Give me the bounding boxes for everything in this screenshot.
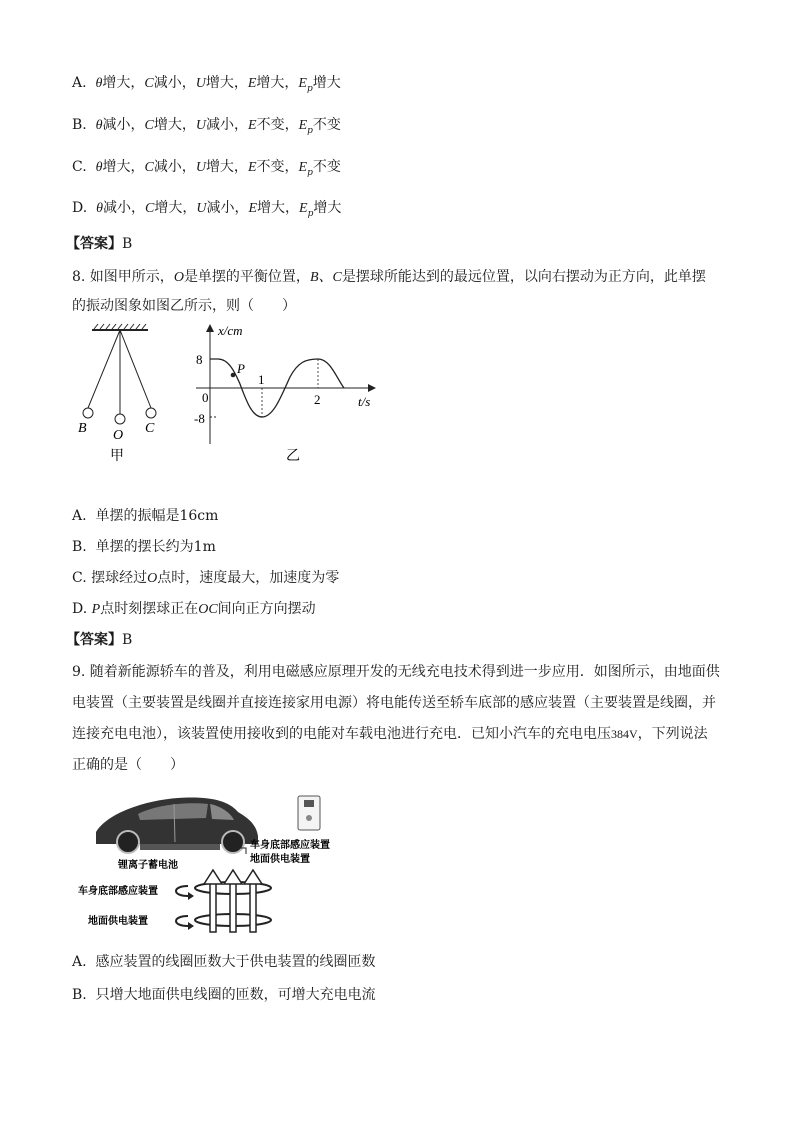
curl-arrowhead-lower [188,922,194,930]
answer-value: B [122,632,133,648]
answer-label: 【答案】 [66,236,122,252]
q9-stem-line2: 电装置（主要装置是线圈并直接连接家用电源）将电能传送至轿车底部的感应装置（主要装置是线圈，并 [72,695,716,711]
q8-stem-line2: 的振动图象如图乙所示，则（ ） [72,298,296,314]
text: ，下列说法 [637,726,708,742]
var-e: E [247,76,257,91]
curl-arrow-upper [176,886,188,896]
option-text: 感应装置的线圈匝数大于供电装置的线圈匝数 [95,954,376,970]
text: 减小， [153,75,196,91]
text: 增大 [312,75,341,91]
q7-option-c [72,156,341,178]
q9-stem-line1: 9. 随着新能源轿车的普及，利用电磁感应原理开发的无线充电技术得到进一步应用．如图所示，由地面供 [72,664,720,680]
text: 不变， [256,159,299,175]
label-o: O [113,428,124,443]
bob-c [146,408,156,418]
label-c: C [145,421,155,436]
theta: θ [95,118,103,133]
text: 增大， [257,200,300,216]
q7-option-d [72,197,341,219]
wheel-front [117,831,139,853]
q8-answer [66,629,132,649]
q9-stem-line4: 正确的是（ ） [72,757,184,773]
string-b [88,330,120,408]
q7-option-b [72,114,341,136]
answer-label: 【答案】 [66,632,122,648]
option-text: 点时，速度最大，加速度为零 [157,570,340,586]
tick-label-8: 8 [196,352,203,367]
option-text: 间向正方向摆动 [217,601,316,617]
curl-arrowhead-upper [188,892,194,900]
option-text: 点时刻摆球正在 [100,601,199,617]
text: 增大， [153,117,196,133]
var-o: O [173,270,184,285]
option-letter: B. [72,117,87,133]
field-arrows [204,870,262,932]
y-axis-label: x/cm [218,323,243,338]
point-p [231,373,236,378]
x-arrow [368,384,376,392]
q7-option-a [72,72,341,94]
text: 减小， [206,200,249,216]
var-ep: E [298,76,307,91]
text: 连接充电电池），该装置使用接收到的电能对车载电池进行充电．已知小汽车的充电电压 [72,726,611,742]
q9-option-b [72,984,376,1004]
q8-option-a [72,505,218,525]
option-letter: D. [72,200,88,216]
q9-option-a [72,951,375,971]
option-text: 摆球经过 [91,570,148,586]
y-arrow [206,324,214,332]
tick-label-minus8: -8 [194,411,205,426]
var-e: E [248,118,257,133]
var-c: C [144,201,155,216]
text: 增大， [205,159,248,175]
subscript: p [307,167,313,178]
charger-screen [304,800,314,807]
q7-answer [66,233,132,253]
option-text: 单摆的振幅是16cm [95,508,219,524]
text: 减小， [206,117,249,133]
var-c: C [144,160,154,175]
var-ep: E [298,160,308,175]
option-letter: C. [72,570,87,586]
var-u: U [195,76,206,91]
bob-b [83,408,93,418]
text: 增大， [154,200,197,216]
label-coil-lower: 地面供电装置 [88,916,148,927]
text: 减小， [102,200,145,216]
text: 增大， [102,159,145,175]
text: 不变， [256,117,299,133]
label-battery: 锂离子蓄电池 [118,860,178,871]
var-u: U [195,160,206,175]
text: 增大， [102,75,145,91]
var-ep: E [298,118,308,133]
point-p-label: P [237,361,245,376]
text: 减小， [153,159,196,175]
q8-option-c [72,567,339,587]
text: 增大 [313,200,342,216]
bob-o [115,414,125,424]
option-letter: D. [72,601,88,617]
text: 是摆球所能达到的最远位置，以向右摆动为正方向，此单摆 [341,269,706,285]
caption-jia: 甲 [110,449,124,464]
label-b: B [78,421,87,436]
answer-value: B [122,236,133,252]
text: 减小， [102,117,145,133]
caption-yi: 乙 [286,449,300,464]
var-p: P [91,602,101,617]
var-e: E [248,201,258,216]
option-letter: A. [72,508,87,524]
subscript: p [307,125,313,136]
option-letter: B. [72,539,87,555]
subscript: p [307,208,314,219]
wireless-charging-figure [78,782,368,942]
q9-stem-line3 [72,723,708,743]
text: 增大， [205,75,248,91]
var-ep: E [299,201,308,216]
text: 是单摆的平衡位置， [183,269,310,285]
var-o: O [147,571,158,586]
tick-label-1: 1 [258,372,265,387]
option-text: 只增大地面供电线圈的匝数，可增大充电电流 [95,987,376,1003]
q8-option-b [72,536,216,556]
label-car-coil: 车身底部感应装置 [250,840,330,851]
var-oc: OC [198,602,218,617]
theta: θ [95,160,103,175]
option-letter: A. [72,954,87,970]
var-u: U [196,201,207,216]
text: 不变 [312,159,341,175]
theta: θ [96,201,103,216]
var-bc: B、C [309,270,342,285]
subscript: p [306,83,313,94]
ceiling-hatch [94,324,146,329]
text: 8. 如图甲所示， [72,269,174,285]
battery-bar [140,844,220,850]
option-letter: B. [72,987,87,1003]
option-text: 单摆的摆长约为1m [95,539,216,555]
curl-arrow-lower [176,916,188,926]
theta: θ [95,76,103,91]
q8-stem-line1 [72,266,706,286]
var-c: C [144,118,154,133]
charger-plug [306,815,312,821]
xt-graph [190,322,390,467]
var-u: U [195,118,207,133]
var-c: C [144,76,154,91]
tick-label-2: 2 [314,392,321,407]
option-letter: A. [72,75,87,91]
var-e: E [247,160,257,175]
q8-option-d [72,598,316,618]
text: 增大， [256,75,299,91]
origin-label: 0 [202,390,209,405]
label-coil-upper: 车身底部感应装置 [78,886,158,897]
text: 不变 [312,117,341,133]
wheel-rear [222,831,244,853]
pendulum-figure [72,322,182,467]
x-axis-label: t/s [358,394,371,409]
string-c [120,330,151,408]
voltage-value: 384V [611,727,638,741]
label-ground-coil: 地面供电装置 [250,854,310,865]
option-letter: C. [72,159,87,175]
